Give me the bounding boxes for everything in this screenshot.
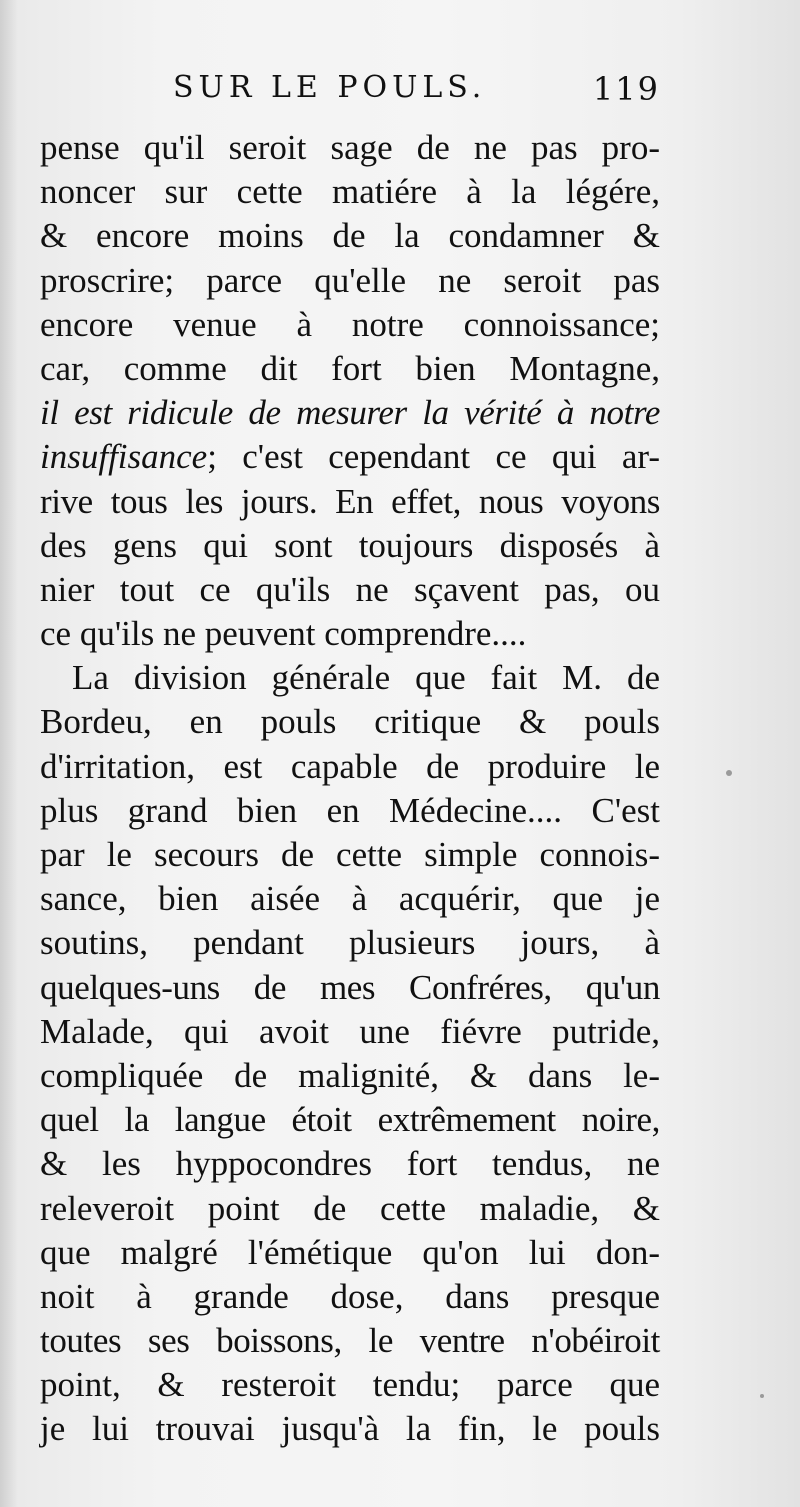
paper-speck xyxy=(726,770,732,776)
text-line: sance, bien aisée à acquérir, que je xyxy=(40,879,660,919)
running-head: SUR LE POULS. xyxy=(173,70,487,105)
body-text xyxy=(40,126,660,1452)
text-line: par le secours de cette simple connois- xyxy=(40,835,660,874)
text-line: compliquée de malignité, & dans le- xyxy=(40,1055,660,1095)
text-line-mixed xyxy=(40,435,660,479)
text-line: proscrire; parce qu'elle ne seroit pas xyxy=(40,260,660,300)
roman-fragment: ; c'est cependant ce qui ar- xyxy=(207,437,660,477)
text-line: rive tous les jours. En effet, nous voyons xyxy=(40,481,660,521)
text-line: encore venue à notre connoissance; xyxy=(40,304,660,344)
gutter-shadow xyxy=(0,0,18,1507)
text-line: d'irritation, est capable de produire le xyxy=(40,746,660,786)
text-line: je lui trouvai jusqu'à la fin, le pouls xyxy=(40,1409,660,1449)
text-line: & les hyppocondres fort tendus, ne xyxy=(40,1144,660,1184)
text-line: des gens qui sont toujours disposés à xyxy=(40,525,660,565)
text-line: Malade, qui avoit une fiévre putride, xyxy=(40,1011,660,1051)
page-header xyxy=(38,70,660,114)
text-line: toutes ses boissons, le ventre n'obéiroit xyxy=(40,1321,660,1361)
text-line: Bordeu, en pouls critique & pouls xyxy=(40,702,660,742)
italic-fragment: insuffisance xyxy=(40,437,208,477)
text-line: car, comme dit fort bien Montagne, xyxy=(40,348,660,388)
text-line: noncer sur cette matiére à la légére, xyxy=(40,172,660,212)
text-line: quel la langue étoit extrêmement noire, xyxy=(40,1100,660,1140)
text-line: soutins, pendant plusieurs jours, à xyxy=(40,923,660,963)
text-line: point, & resteroit tendu; parce que xyxy=(40,1365,660,1405)
text-line: quelques-uns de mes Confréres, qu'un xyxy=(40,967,660,1007)
text-line-italic: il est ridicule de mesurer la vérité à notre xyxy=(40,393,660,433)
text-line: plus grand bien en Médecine.... C'est xyxy=(40,790,660,830)
text-line: nier tout ce qu'ils ne sçavent pas, ou xyxy=(40,569,660,609)
text-line: ce qu'ils ne peuvent comprendre.... xyxy=(40,614,527,654)
text-line: releveroit point de cette maladie, & xyxy=(40,1188,660,1228)
paragraph-start-line: La division générale que fait M. de xyxy=(72,658,660,698)
text-line: que malgré l'émétique qu'on lui don- xyxy=(40,1232,660,1272)
text-line: pense qu'il seroit sage de ne pas pro- xyxy=(40,128,660,167)
text-line: noit à grande dose, dans presque xyxy=(40,1276,660,1316)
page-number: 119 xyxy=(592,70,660,108)
paper-speck xyxy=(760,1394,764,1398)
text-line: & encore moins de la condamner & xyxy=(40,216,660,256)
